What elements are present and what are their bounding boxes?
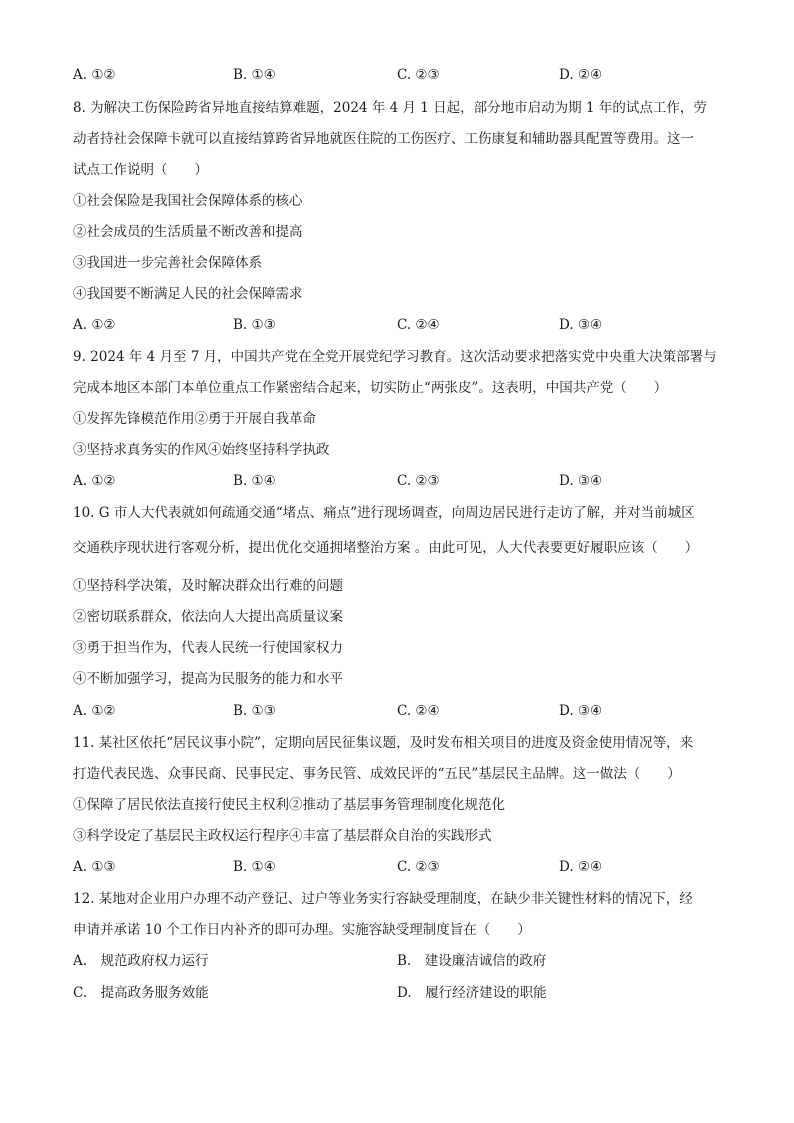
q12-option-b[interactable]: B. 建设廉洁诚信的政府	[397, 953, 547, 969]
q7-option-a[interactable]: A. ①②	[73, 67, 116, 83]
q7-option-b[interactable]: B. ①④	[233, 67, 276, 83]
q9-option-b[interactable]: B. ①④	[233, 473, 276, 489]
q10-options	[73, 701, 733, 721]
q12-options-row-1	[73, 951, 733, 971]
q8-option-d[interactable]: D. ③④	[559, 317, 603, 333]
q11-option-c[interactable]: C. ②③	[397, 859, 440, 875]
q7-option-c[interactable]: C. ②③	[397, 67, 440, 83]
q8-stem-line-2: 动者持社会保障卡就可以直接结算跨省异地就医住院的工伤医疗、工伤康复和辅助器具配置等费用。这一	[73, 131, 694, 147]
q11-stem-line-1: 11. 某社区依托“居民议事小院”，定期向居民征集议题，及时发布相关项目的进度及资金使用情况等，来	[73, 735, 694, 751]
q12-option-d[interactable]: D. 履行经济建设的职能	[397, 985, 547, 1001]
q11-statement-1: ①保障了居民依法直接行使民主权利②推动了基层事务管理制度化规范化	[73, 797, 505, 813]
q11-options	[73, 857, 733, 877]
q12-option-c[interactable]: C. 提高政务服务效能	[73, 985, 209, 1001]
q7-options	[73, 65, 733, 85]
q12-stem-line-2: 申请并承诺 10 个工作日内补齐的即可办理。实施容缺受理制度旨在（ ）	[73, 922, 531, 938]
q10-stem-line-2: 交通秩序现状进行客观分析，提出优化交通拥堵整治方案 。由此可见，人大代表要更好履职应该（ ）	[73, 540, 699, 556]
q8-stem-line-3: 试点工作说明（ ）	[73, 162, 208, 178]
q11-option-b[interactable]: B. ①④	[233, 859, 276, 875]
q10-statement-3: ③勇于担当作为，代表人民统一行使国家权力	[73, 640, 343, 656]
q8-option-c[interactable]: C. ②④	[397, 317, 440, 333]
q9-statement-1: ①发挥先锋模范作用②勇于开展自我革命	[73, 411, 316, 427]
q7-option-d[interactable]: D. ②④	[559, 67, 603, 83]
q8-option-a[interactable]: A. ①②	[73, 317, 116, 333]
q10-option-c[interactable]: C. ②④	[397, 703, 440, 719]
q9-stem-line-1: 9. 2024 年 4 月至 7 月，中国共产党在全党开展党纪学习教育。这次活动要求把落实党中央重大决策部署与	[73, 349, 717, 365]
q10-statement-2: ②密切联系群众，依法向人大提出高质量议案	[73, 609, 343, 625]
q12-options-row-2	[73, 983, 733, 1003]
q10-stem-line-1: 10. G 市人大代表就如何疏通交通“堵点、痛点”进行现场调查，向周边居民进行走访了解，并对当前城区	[73, 505, 695, 521]
q9-statement-2: ③坚持求真务实的作风④始终坚持科学执政	[73, 442, 330, 458]
q8-stem-line-1: 8. 为解决工伤保险跨省异地直接结算难题，2024 年 4 月 1 日起，部分地市启动为期 1 年的试点工作，劳	[73, 100, 707, 116]
q9-option-c[interactable]: C. ②③	[397, 473, 440, 489]
q11-statement-2: ③科学设定了基层民主政权运行程序④丰富了基层群众自治的实践形式	[73, 828, 492, 844]
q12-stem-line-1: 12. 某地对企业用户办理不动产登记、过户等业务实行容缺受理制度，在缺少非关键性材料的情况下，经	[73, 891, 693, 907]
q12-option-a[interactable]: A. 规范政府权力运行	[73, 953, 209, 969]
q8-statement-4: ④我国要不断满足人民的社会保障需求	[73, 286, 303, 302]
q10-option-a[interactable]: A. ①②	[73, 703, 116, 719]
q10-option-d[interactable]: D. ③④	[559, 703, 603, 719]
q9-option-a[interactable]: A. ①②	[73, 473, 116, 489]
q8-statement-3: ③我国进一步完善社会保障体系	[73, 255, 262, 271]
q9-stem-line-2: 完成本地区本部门本单位重点工作紧密结合起来，切实防止“两张皮”。这表明，中国共产党（ ）	[73, 380, 668, 396]
q10-option-b[interactable]: B. ①③	[233, 703, 276, 719]
q9-options	[73, 471, 733, 491]
q8-statement-2: ②社会成员的生活质量不断改善和提高	[73, 224, 303, 240]
q11-option-a[interactable]: A. ①③	[73, 859, 116, 875]
q10-statement-4: ④不断加强学习，提高为民服务的能力和水平	[73, 671, 343, 687]
q8-option-b[interactable]: B. ①③	[233, 317, 276, 333]
q9-option-d[interactable]: D. ③④	[559, 473, 603, 489]
q11-stem-line-2: 打造代表民选、众事民商、民事民定、事务民管、成效民评的“五民”基层民主品牌。这一做法（ ）	[73, 766, 681, 782]
q11-option-d[interactable]: D. ②④	[559, 859, 603, 875]
q10-statement-1: ①坚持科学决策，及时解决群众出行难的问题	[73, 578, 343, 594]
q8-options	[73, 315, 733, 335]
q8-statement-1: ①社会保险是我国社会保障体系的核心	[73, 193, 303, 209]
